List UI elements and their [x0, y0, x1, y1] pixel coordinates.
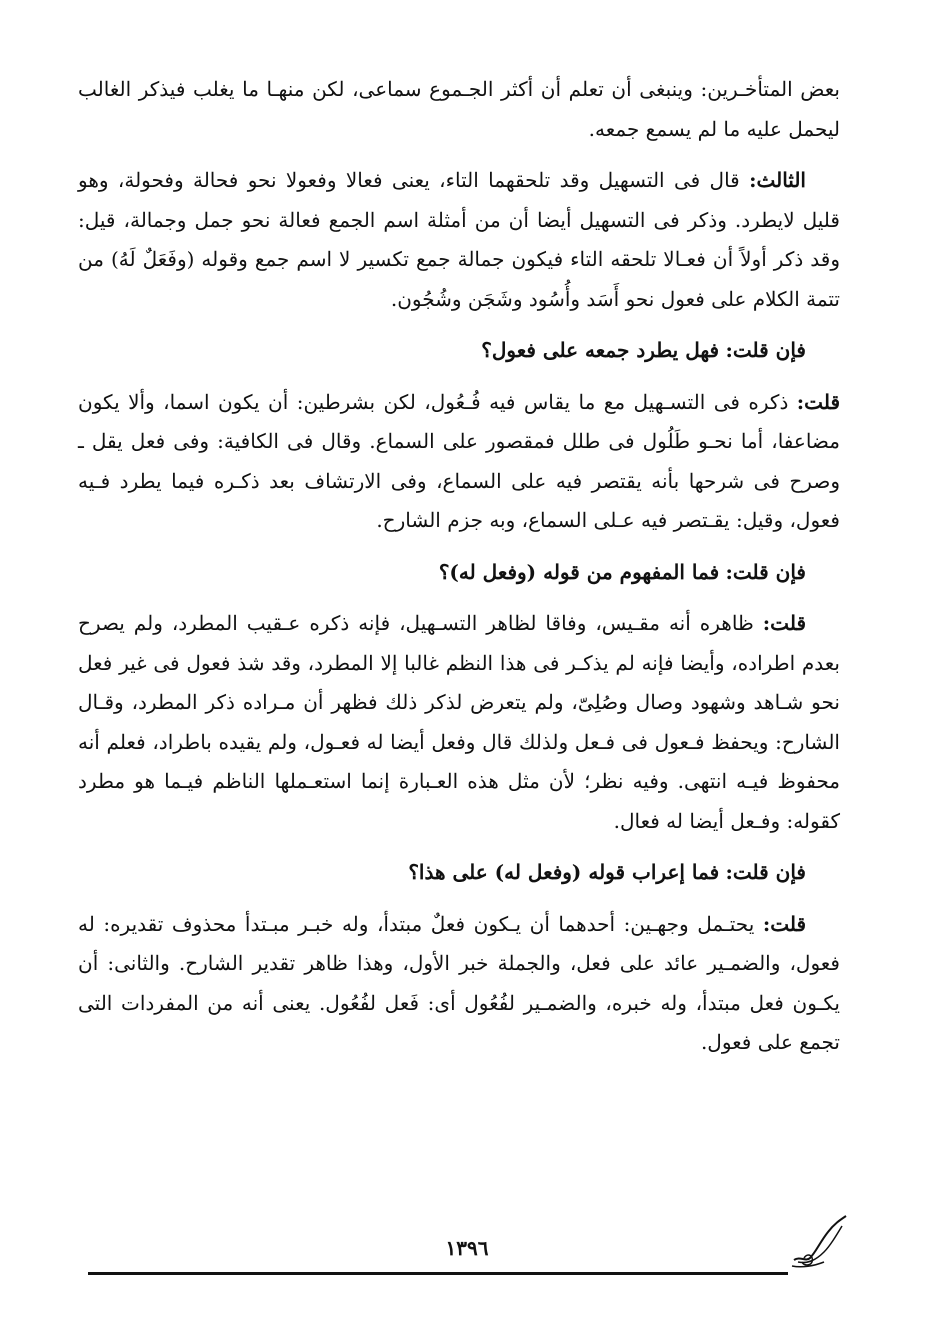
- question-label: فإن قلت:: [725, 860, 806, 884]
- question-label: فإن قلت:: [725, 559, 806, 584]
- answer-text: ذكره فى التسـهيل مع ما يقاس فيه فُـعُول، لكن بشرطين: أن يكون اسما، وألا يكون مضاعفا، أما نحـو طَلُول فى طلل فمقصور على السماع. وقال فى الكافية: وفى فعل يقل ـ وصرح فى شرحها بأنه يقتصر فيه على السماع، وفى الارتشاف بعد ذكـره فيما يطرد فـيه فعول، وقيل: يقـتصر فيه عـلى السماع، وبه جزم الشارح.: [78, 389, 840, 532]
- answer-text: ظاهره أنه مقـيس، وفاقا لظاهر التسـهيل، فإنه ذكره عـقيب المطرد، ولم يصرح بعدم اطراده، وأيضا فإنه لم يذكـر فى هذا النظم غالبا إلا المطرد، وقد شذ فعول فى غير فعل نحو شـاهد وشهود وصال وصُلِىّ، ولم يتعرض لذكر ذلك فظهر أن مـراده ذكر المطرد، وقـال الشارح: ويحفظ فـعول فى فـعل ولذلك قال وفعل أيضا له فعـول، ولم يقيده باطراد، فعلم أنه محفوظ فيـه انتهى. وفيه نظر؛ لأن مثل هذه العـبارة إنما استعـملها الناظم فيـما هو مطرد كقوله: وفـعل أيضا له فعال.: [78, 611, 840, 833]
- answer-text: يحتـمل وجهـين: أحدهما أن يـكون فعلٌ مبتدأ، وله خبـر مبـتدأ محذوف تقديره: له فعول، والضمـير عائد على فعل، والجملة خبر الأول، وهذا ظاهر تقدير الشارح. والثانى: أن يكـون فعل مبتدأ، وله خبره، والضمـير لفُعُول أى: فَعل لفُعُول. يعنى أنه من المفردات التى تجمع على فعول.: [78, 911, 840, 1054]
- answer-3: [78, 905, 840, 1063]
- question-text: فهل يطرد جمعه على فعول؟: [481, 338, 720, 362]
- question-2: [78, 553, 840, 593]
- footer-rule: [88, 1272, 788, 1275]
- answer-label: قلت:: [762, 911, 807, 936]
- paragraph-continuation: [78, 70, 840, 149]
- answer-label: قلت:: [796, 389, 840, 414]
- paragraph-third: [78, 161, 840, 319]
- paragraph-label: الثالث:: [749, 168, 806, 192]
- signature-icon: [790, 1212, 850, 1272]
- page-number: ١٣٩٦: [445, 1236, 489, 1260]
- question-3: [78, 853, 840, 893]
- question-1: [78, 331, 840, 371]
- answer-label: قلت:: [762, 611, 806, 635]
- body-text: [78, 70, 840, 1075]
- question-text: فما المفهوم من قوله (وفعل له)؟: [438, 559, 720, 584]
- answer-2: [78, 604, 840, 841]
- question-text: فما إعراب قوله (وفعل له) على هذا؟: [408, 860, 720, 884]
- paragraph-text: قال فى التسهيل وقد تلحقهما التاء، يعنى فعالا وفعولا نحو فحالة وفحولة، وهو قليل لايطرد. وذكر فى التسهيل أيضا أن من أمثلة اسم الجمع فعالة نحو جمل وجمالة، قيل: وقد ذكر أولاً أن فعـالا تلحقه التاء فيكون جمالة جمع تكسير لا اسم جمع وقوله (وفَعَلٌ لَهُ) من تتمة الكلام على فعول نحو أَسَد وأُسُود وشَجَن وشُجُون.: [78, 168, 840, 311]
- paragraph-text: بعض المتأخـرين: وينبغى أن تعلم أن أكثر الجـموع سماعى، لكن منهـا ما يغلب فيذكر الغالب ليحمل عليه ما لم يسمع جمعه.: [78, 77, 840, 141]
- question-label: فإن قلت:: [725, 338, 806, 362]
- answer-1: [78, 383, 840, 541]
